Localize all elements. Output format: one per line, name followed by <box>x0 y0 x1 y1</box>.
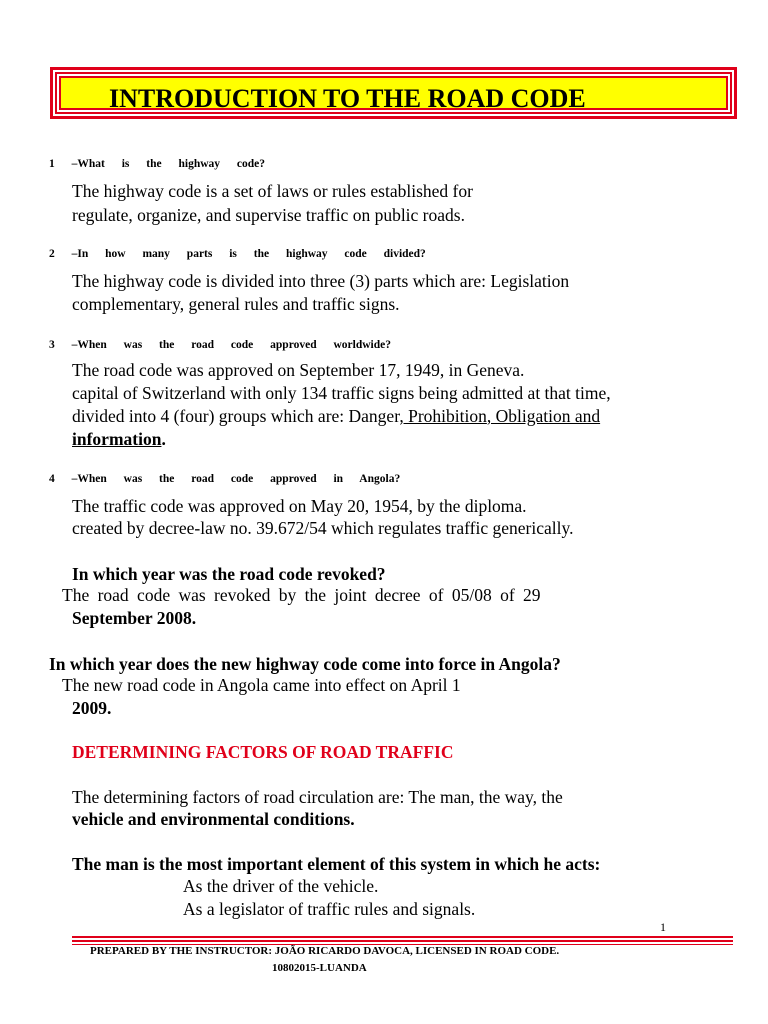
question-3: 3 –When was the road code approved worldwide? <box>49 339 391 351</box>
revoked-answer: The road code was revoked by the joint decree of 05/08 of 29 <box>62 585 541 605</box>
new-code-answer-bold: 2009. <box>72 698 112 718</box>
answer-2-line-2: complementary, general rules and traffic signs. <box>72 294 400 314</box>
new-code-answer: The new road code in Angola came into effect on April 1 <box>62 675 461 695</box>
list-item: As a legislator of traffic rules and signals. <box>183 899 476 919</box>
page-title: INTRODUCTION TO THE ROAD CODE <box>109 84 586 113</box>
factors-line-2: vehicle and environmental conditions. <box>72 809 355 829</box>
section-heading: DETERMINING FACTORS OF ROAD TRAFFIC <box>72 742 454 762</box>
footer-divider <box>72 936 733 945</box>
period: . <box>161 429 166 449</box>
group-obligation: , Obligation and <box>486 406 601 426</box>
answer-2-line-1: The highway code is divided into three (3) parts which are: Legislation <box>72 271 570 291</box>
footer-location: 10802015-LUANDA <box>272 962 367 974</box>
answer-3-line-1: The road code was approved on September 17, 1949, in Geneva. <box>72 360 525 380</box>
revoked-question: In which year was the road code revoked? <box>72 564 386 584</box>
question-2: 2 –In how many parts is the highway code divided? <box>49 248 426 260</box>
new-code-question: In which year does the new highway code come into force in Angola? <box>49 654 561 674</box>
factors-line-1: The determining factors of road circulation are: The man, the way, the <box>72 787 563 807</box>
title-banner <box>50 67 737 119</box>
answer-4-line-1: The traffic code was approved on May 20, 1954, by the diploma. <box>72 496 527 516</box>
page-number: 1 <box>660 920 666 934</box>
man-intro: The man is the most important element of this system in which he acts: <box>72 854 601 874</box>
answer-3-line-2: capital of Switzerland with only 134 traffic signs being admitted at that time, <box>72 383 611 403</box>
answer-3-line-3-start: divided into 4 (four) groups which are: Danger <box>72 406 400 426</box>
group-prohibition: , Prohibition <box>399 406 487 426</box>
list-item: As the driver of the vehicle. <box>183 876 379 896</box>
footer-author: PREPARED BY THE INSTRUCTOR: JOÃO RICARDO DAVOCA, LICENSED IN ROAD CODE. <box>90 945 560 957</box>
revoked-answer-bold: September 2008. <box>72 608 197 628</box>
group-information: information <box>72 429 162 449</box>
answer-4-line-2: created by decree-law no. 39.672/54 which regulates traffic generically. <box>72 518 574 538</box>
answer-3-line-4 <box>72 427 166 451</box>
answer-1-line-1: The highway code is a set of laws or rules established for <box>72 181 473 201</box>
answer-3-line-3 <box>72 404 600 428</box>
question-4: 4 –When was the road code approved in Angola? <box>49 473 401 485</box>
answer-1-line-2: regulate, organize, and supervise traffic on public roads. <box>72 205 465 225</box>
question-1: 1 –What is the highway code? <box>49 158 265 170</box>
